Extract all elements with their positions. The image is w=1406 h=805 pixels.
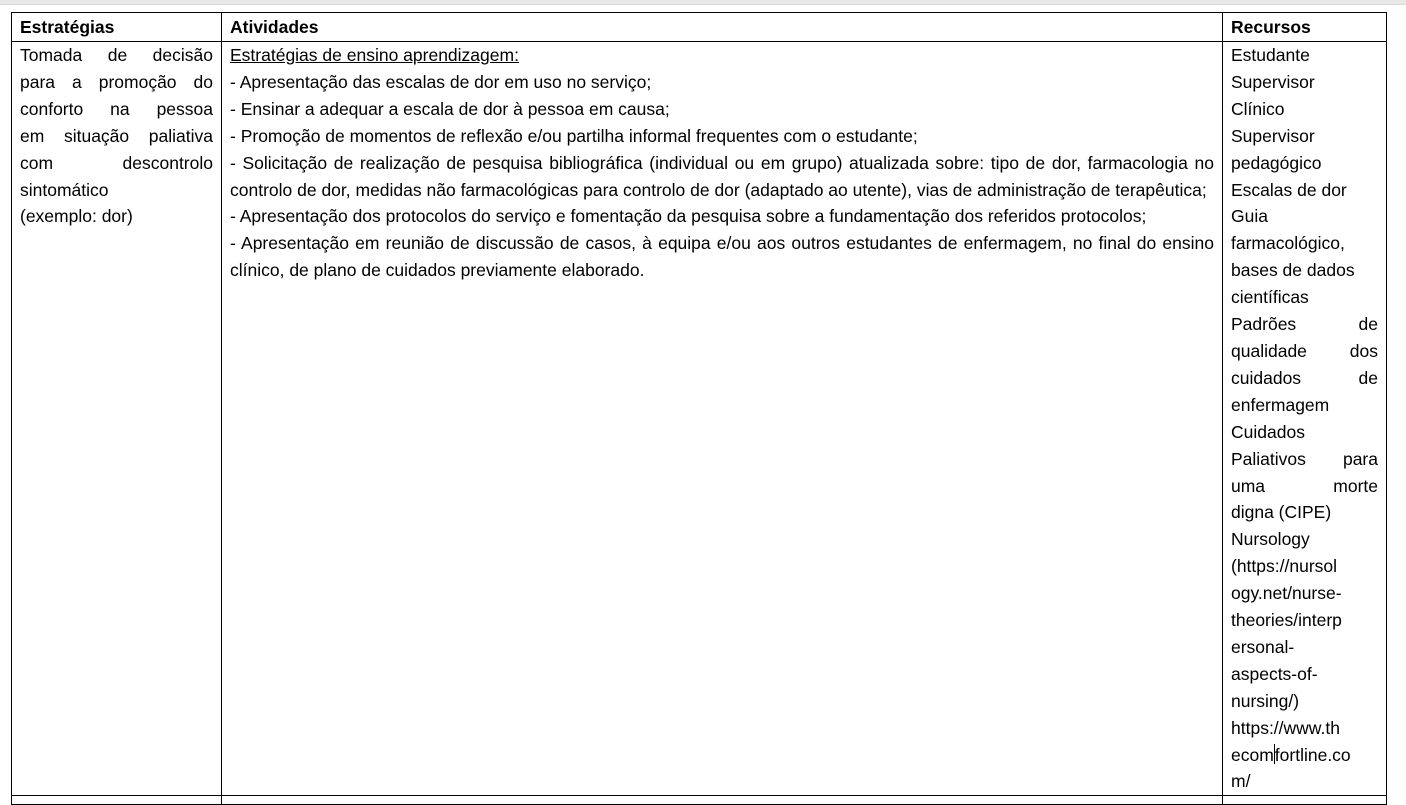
cell-estrategia[interactable] [12,42,222,796]
recurso-line: m/ [1231,771,1251,792]
estrategia-line: (exemplo: dor) [20,206,133,227]
atividades-item: - Ensinar a adequar a escala de dor à pessoa em causa; [230,98,670,119]
empty-cell[interactable] [1223,796,1387,805]
recurso-line: farmacológico, [1231,233,1345,254]
header-atividades[interactable]: Atividades [222,13,1223,42]
estrategia-line: sintomático [20,179,109,200]
recurso-text: ecom [1231,744,1274,765]
recurso-line: pedagógico [1231,152,1322,173]
empty-cell[interactable] [222,796,1223,805]
next-row-stub [12,796,1387,805]
atividades-item: - Solicitação de realização de pesquisa bibliográfica (individual ou em grupo) atualizada sobre: tipo de dor, farmacologia no controlo de dor, medidas não farmacológicas para controlo de dor (adaptado ao utente), vias de administração de terapêutica; [230,152,1214,200]
cell-atividades[interactable] [222,42,1223,796]
header-recursos[interactable]: Recursos [1223,13,1387,42]
recurso-line: Supervisor [1231,125,1315,146]
atividades-item: - Apresentação das escalas de dor em uso no serviço; [230,71,652,92]
recurso-line: bases de dados [1231,260,1355,281]
recurso-line: qualidade dos [1231,340,1378,361]
recurso-line: aspects-of- [1231,663,1318,684]
recurso-line: ersonal- [1231,636,1295,657]
recurso-text: fortline.co [1274,744,1351,765]
recurso-line: theories/interp [1231,610,1342,631]
recurso-line: Guia [1231,206,1268,227]
recurso-line: cuidados de [1231,367,1378,388]
atividades-item: - Apresentação em reunião de discussão de casos, à equipa e/ou aos outros estudantes de enfermagem, no final do ensino clínico, de plano de cuidados previamente elaborado. [230,233,1214,281]
estrategia-line: em situação paliativa [20,125,213,146]
header-row [12,13,1387,42]
recurso-line: ogy.net/nurse- [1231,583,1342,604]
atividades-item: - Promoção de momentos de reflexão e/ou partilha informal frequentes com o estudante; [230,125,918,146]
empty-cell[interactable] [12,796,222,805]
recurso-line: Nursology [1231,529,1310,550]
recurso-line: uma morte [1231,475,1378,496]
estrategia-line: para a promoção do [20,71,213,92]
atividades-item: - Apresentação dos protocolos do serviço e fomentação da pesquisa sobre a fundamentação dos referidos protocolos; [230,206,1147,227]
atividades-heading: Estratégias de ensino aprendizagem: [230,45,519,65]
recurso-line: nursing/) [1231,690,1300,711]
estrategia-line: conforto na pessoa [20,98,213,119]
recurso-line: https://www.th [1231,717,1340,738]
recurso-line-with-cursor [1231,742,1378,769]
estrategia-line: com descontrolo [20,152,213,173]
recurso-line: Estudante [1231,45,1310,65]
recurso-line: enfermagem [1231,394,1330,415]
recurso-line: Cuidados [1231,421,1305,442]
cell-recursos[interactable] [1223,42,1387,796]
recurso-line: digna (CIPE) [1231,502,1332,523]
recurso-line: Clínico [1231,98,1285,119]
recurso-line: Paliativos para [1231,448,1378,469]
estrategia-line: Tomada de decisão [20,45,213,65]
plan-table [11,12,1387,805]
header-estrategias[interactable]: Estratégias [12,13,222,42]
recurso-line: Supervisor [1231,71,1315,92]
recurso-line: científicas [1231,287,1309,308]
recurso-line: Padrões de [1231,314,1378,335]
recurso-line: Escalas de dor [1231,179,1347,200]
window-top-edge [0,0,1406,5]
table-row [12,42,1387,796]
recurso-line: (https://nursol [1231,556,1338,577]
